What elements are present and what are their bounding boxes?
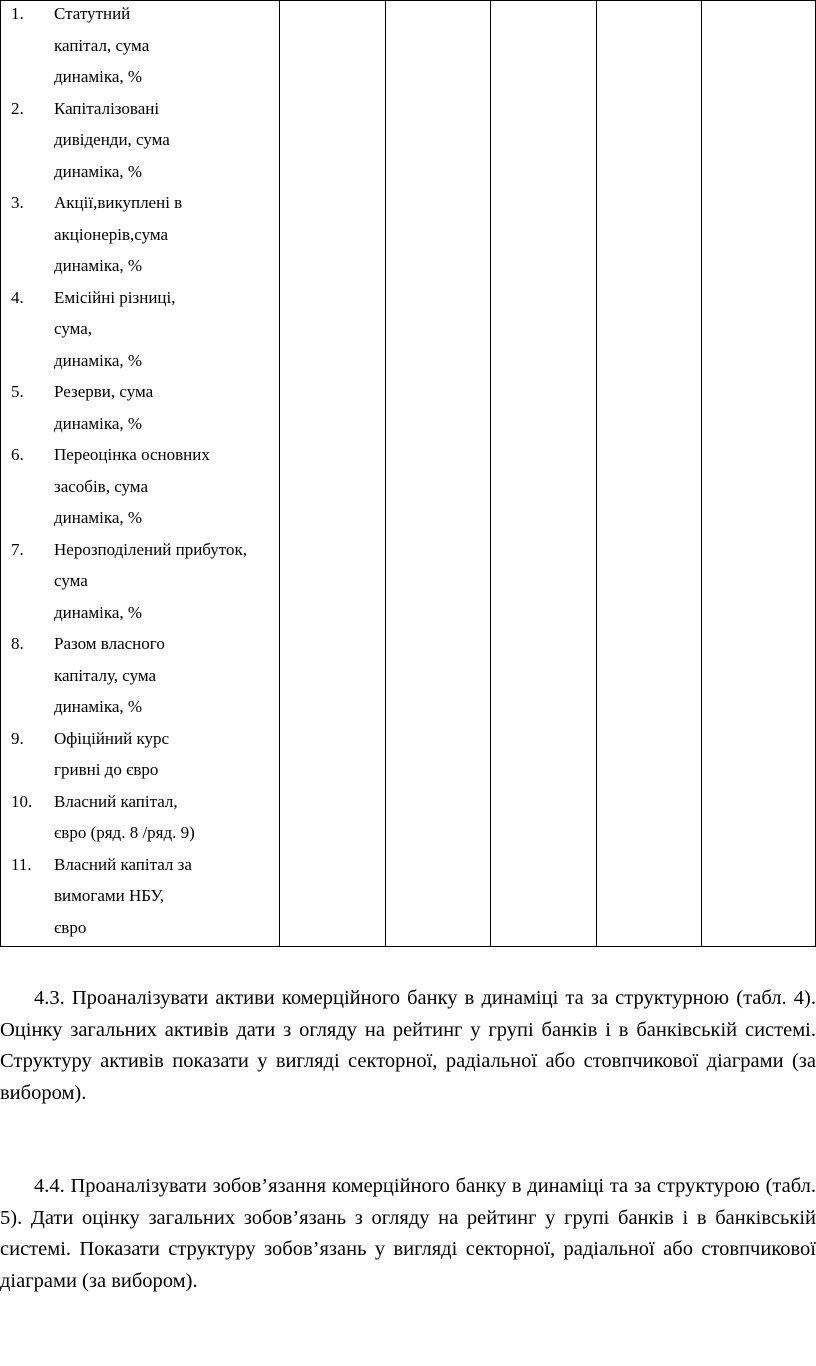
list-item <box>1 534 279 629</box>
row-number: 7. <box>11 539 24 559</box>
row-number: 5. <box>11 382 24 401</box>
table-row <box>1 1 816 947</box>
row-label <box>43 187 182 282</box>
row-label-line: засобів, сума <box>54 476 148 496</box>
row-label-line: акціонерів,сума <box>54 224 169 244</box>
row-label-line: динаміка, % <box>54 697 143 716</box>
row-label-line: вимогами НБУ, <box>54 886 164 905</box>
row-number: 4. <box>11 287 24 307</box>
row-label-line: динаміка, % <box>54 413 143 433</box>
row-label-line: динаміка, % <box>54 256 143 275</box>
row-label-line: Резерви, сума <box>54 382 154 401</box>
row-label-line: дивіденди, сума <box>54 130 170 149</box>
row-label <box>43 439 210 534</box>
row-label-line: Акції,викуплені в <box>54 193 183 212</box>
paragraph-4-4-text: 4.4. Проаналізувати зобов’язання комерційного банку в динаміці та за структурою (табл. 5). Дати оцінку загальних зобов’язань з огляду на рейтинг у групі банків і в банківській системі. Показати структуру зобов’язань у вигляді секторної, радіальної або стовпчикової діаграми (за вибором). <box>0 1175 816 1292</box>
row-number: 2. <box>11 98 24 118</box>
row-label-line: динаміка, % <box>54 161 143 181</box>
row-label-line: динаміка, % <box>54 350 143 370</box>
paragraph-4-3 <box>0 983 816 1109</box>
value-cell-2[interactable] <box>386 1 491 947</box>
list-item <box>1 282 279 377</box>
row-label-line: гривні до євро <box>54 760 159 779</box>
paragraph-4-3-text: 4.3. Проаналізувати активи комерційного банку в динаміці та за структурною (табл. 4). Оцінку загальних активів дати з огляду на рейтинг у групі банків і в банківській системі. Структуру активів показати у вигляді секторної, радіальної або стовпчикової діаграми (за вибором). <box>0 987 816 1104</box>
row-number: 6. <box>11 445 24 464</box>
row-label-line: Нерозподілений прибуток, <box>54 539 248 559</box>
row-number: 9. <box>11 728 24 748</box>
list-item <box>1 786 279 849</box>
row-number: 11. <box>11 854 32 874</box>
row-label-line: динаміка, % <box>54 602 143 622</box>
row-label-line: Власний капітал за <box>54 854 192 874</box>
row-number: 3. <box>11 193 24 212</box>
row-label-line: євро <box>54 917 87 937</box>
row-label-line: Емісійні різниці, <box>54 287 176 307</box>
row-label <box>43 849 192 944</box>
row-label-line: Капіталізовані <box>54 98 160 118</box>
row-label <box>43 628 165 723</box>
paragraph-4-4 <box>0 1171 816 1297</box>
row-label <box>43 534 247 629</box>
list-item <box>1 723 279 786</box>
row-label-line: капіталу, сума <box>54 665 157 685</box>
list-item <box>1 376 279 439</box>
row-label <box>43 93 170 188</box>
value-cell-1[interactable] <box>280 1 386 947</box>
value-cell-3[interactable] <box>491 1 597 947</box>
row-label-line: Переоцінка основних <box>54 445 210 464</box>
row-number: 8. <box>11 634 24 653</box>
list-item <box>1 439 279 534</box>
indicator-cell <box>1 1 280 947</box>
row-label <box>43 376 153 439</box>
row-label-line: Офіційний курс <box>54 728 170 748</box>
row-label <box>43 282 176 377</box>
row-label-line: динаміка, % <box>54 508 143 527</box>
row-label <box>43 786 195 849</box>
list-item <box>1 628 279 723</box>
row-label-line: сума <box>54 571 88 590</box>
row-label-line: динаміка, % <box>54 67 143 86</box>
row-label-line: капітал, сума <box>54 35 150 55</box>
indicator-list <box>1 0 279 943</box>
row-label <box>43 723 169 786</box>
list-item <box>1 849 279 944</box>
value-cell-5[interactable] <box>702 1 816 947</box>
row-label-line: сума, <box>54 319 93 338</box>
row-number: 10. <box>11 791 33 811</box>
row-label-line: євро (ряд. 8 /ряд. 9) <box>54 823 195 842</box>
row-label <box>43 0 149 93</box>
row-label-line: Власний капітал, <box>54 791 178 811</box>
list-item <box>1 0 279 93</box>
row-label-line: Разом власного <box>54 634 165 653</box>
row-number: 1. <box>11 4 24 23</box>
list-item <box>1 187 279 282</box>
list-item <box>1 93 279 188</box>
row-label-line: Статутний <box>54 4 131 23</box>
value-cell-4[interactable] <box>597 1 702 947</box>
